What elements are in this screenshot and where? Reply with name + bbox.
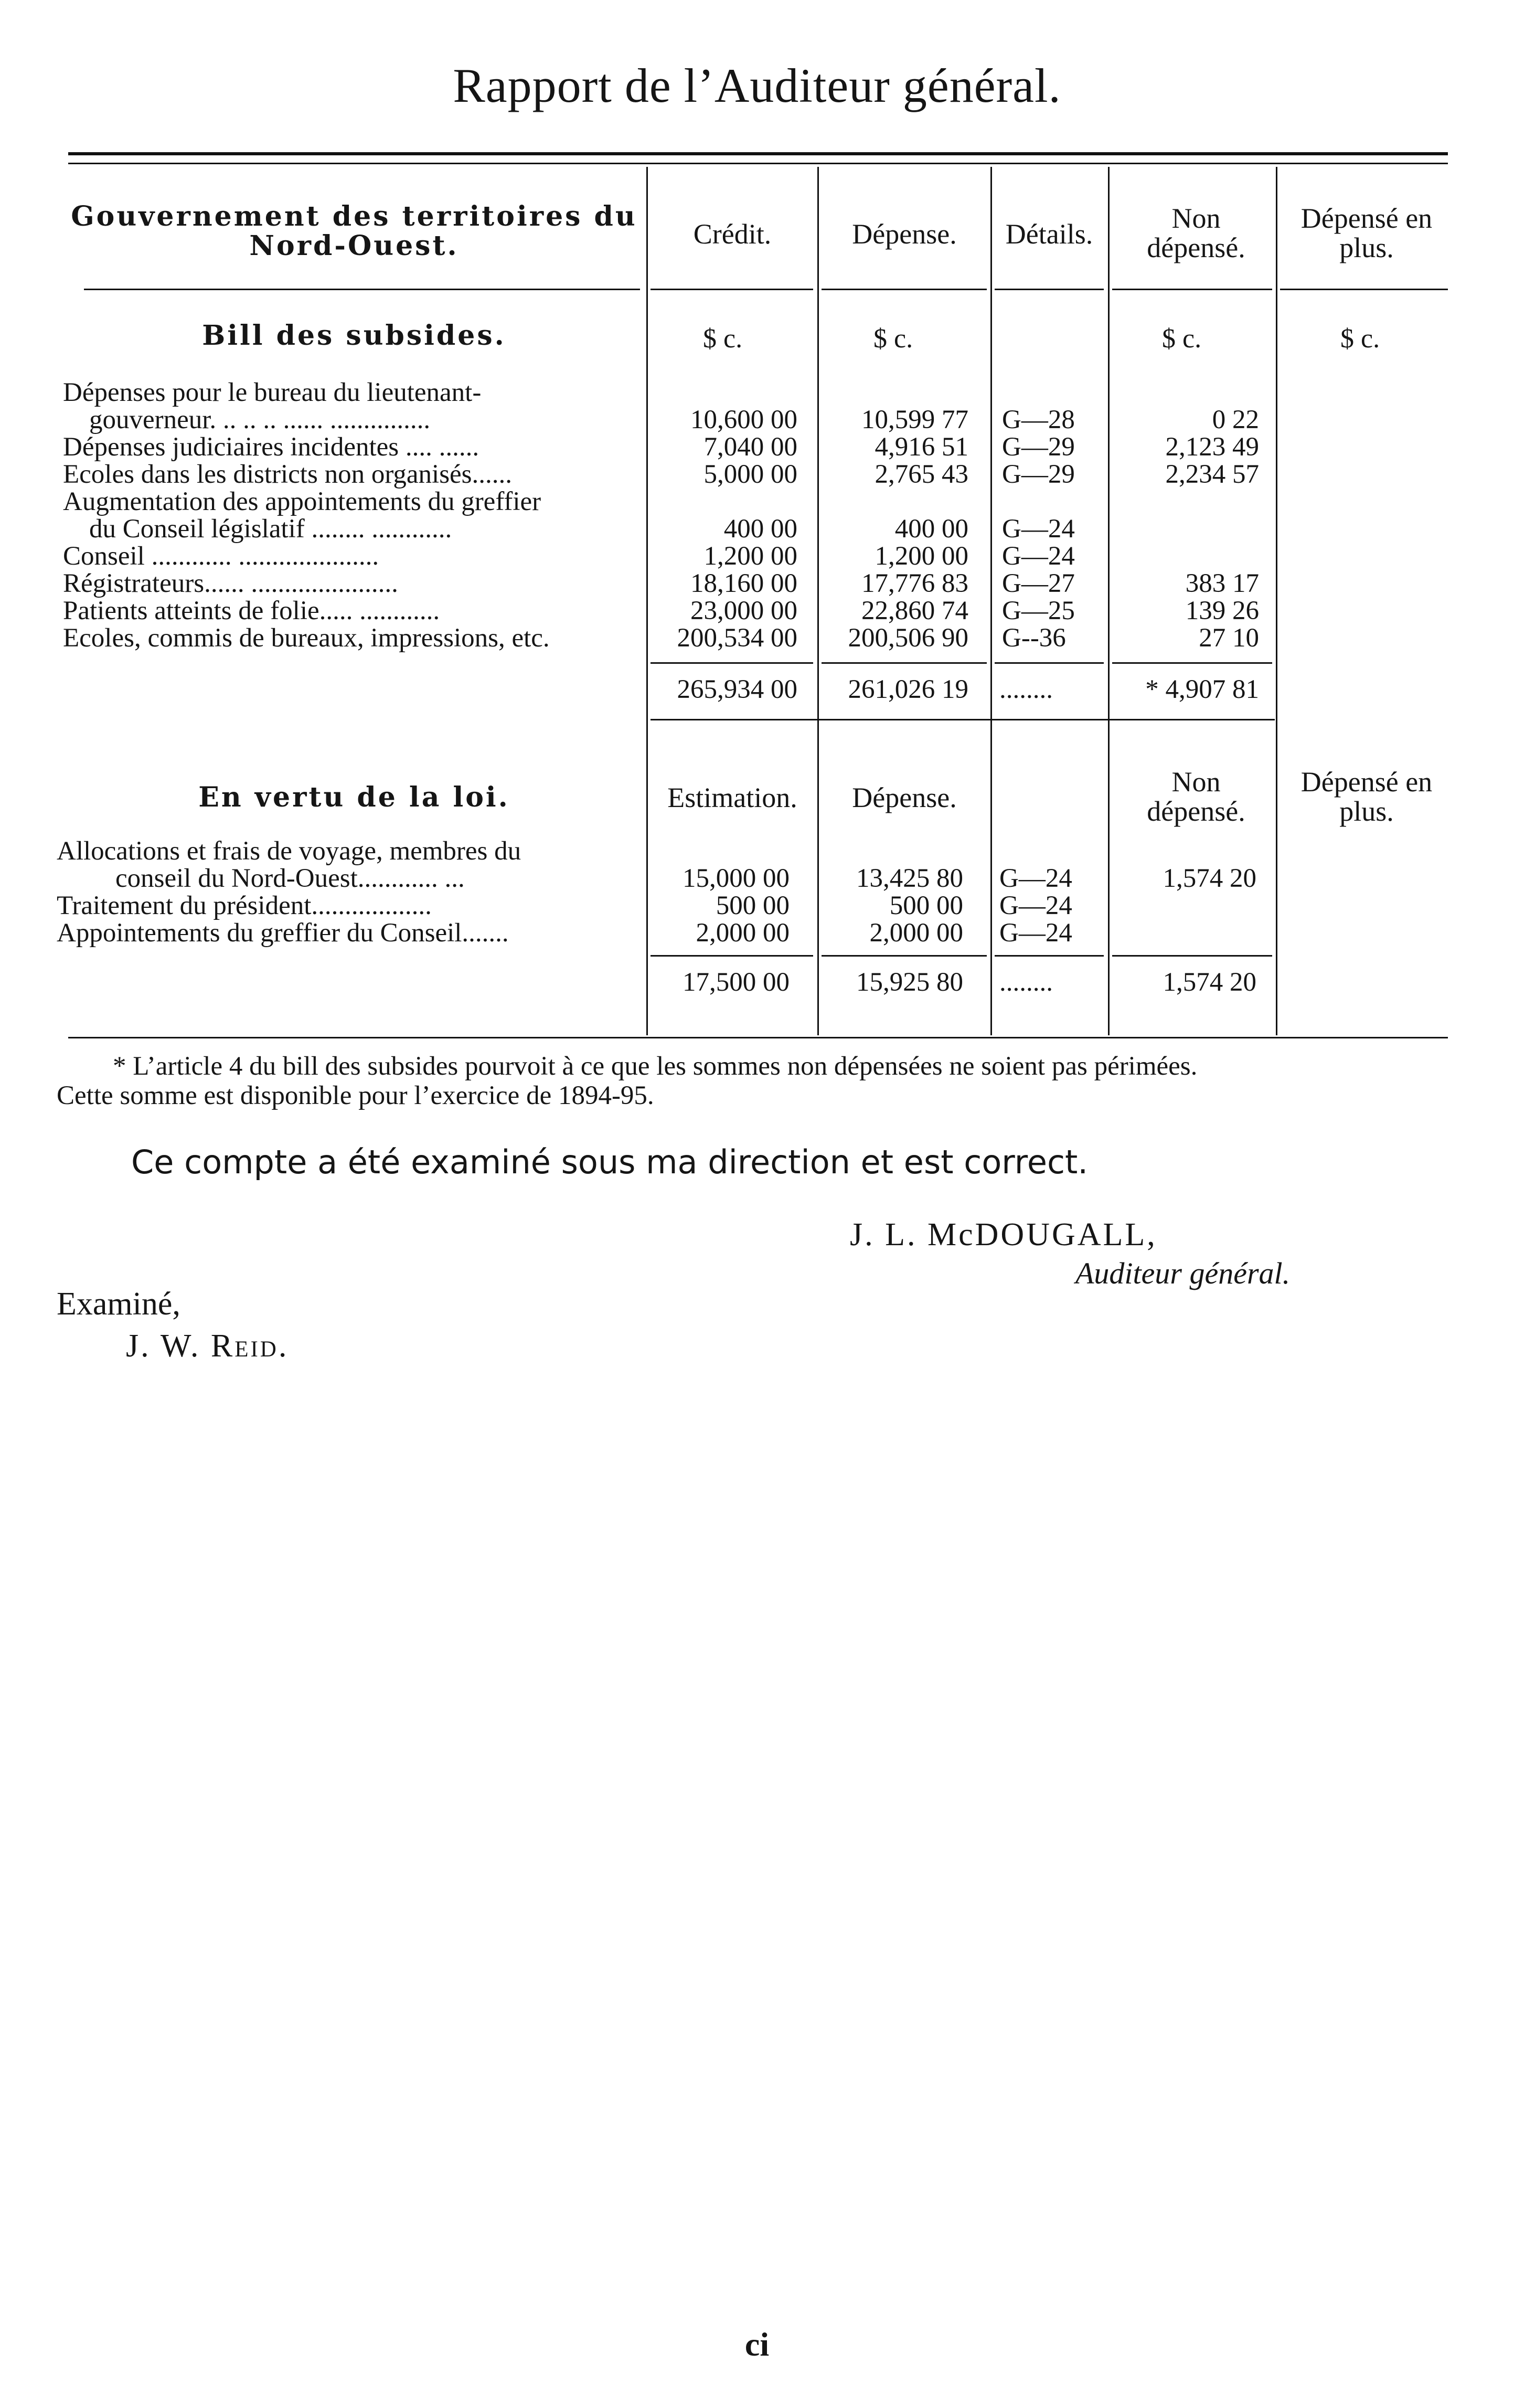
- total-rule: [822, 662, 987, 664]
- certification-text: Ce compte a été examiné sous ma direction et est correct.: [131, 1143, 1089, 1181]
- total-details: ........: [999, 675, 1053, 704]
- cell-non-depense: 2,123 49: [1165, 432, 1259, 462]
- cell-depense: 200,506 90: [848, 623, 968, 653]
- row-description: Conseil ............ .....................: [63, 542, 379, 571]
- cell-non-depense: 2,234 57: [1165, 460, 1259, 489]
- page-title: Rapport de l’Auditeur général.: [453, 59, 1061, 112]
- cell-details: G—24: [999, 864, 1072, 893]
- unit-credit: $ c.: [703, 324, 743, 354]
- header-sep: [1112, 289, 1272, 290]
- cell-non-depense: 27 10: [1199, 623, 1259, 653]
- cell-depense: 22,860 74: [861, 596, 968, 625]
- row-description: Dépenses pour le bureau du lieutenant-: [63, 378, 482, 407]
- total-details: ........: [999, 968, 1053, 997]
- row-description-cont: gouverneur. .. .. .. ...... ...............: [89, 405, 431, 434]
- total-rule: [995, 662, 1104, 664]
- cell-depense: 13,425 80: [856, 864, 963, 893]
- cell-details: G—25: [1002, 596, 1075, 625]
- total-non-depense: * 4,907 81: [1145, 675, 1259, 704]
- total-rule: [995, 955, 1104, 957]
- cell-credit: 400 00: [723, 514, 797, 544]
- cell-estimation: 2,000 00: [696, 918, 790, 948]
- header-sep: [1280, 289, 1448, 290]
- cell-credit: 1,200 00: [703, 542, 797, 571]
- header-loi-depense: Dépense.: [852, 782, 957, 813]
- cell-details: G—27: [1002, 569, 1075, 598]
- header-loi-depense-en-plus: Dépensé en plus.: [1300, 766, 1433, 827]
- footnote-line1: * L’article 4 du bill des subsides pourvoit à ce que les sommes non dépensées ne soient pas périmées.: [113, 1052, 1198, 1081]
- unit-depense-en-plus: $ c.: [1340, 324, 1380, 354]
- cell-non-depense: 1,574 20: [1163, 864, 1256, 893]
- cell-non-depense: 139 26: [1185, 596, 1259, 625]
- subsides-title: Bill des subsides.: [202, 320, 506, 352]
- cell-non-depense: 383 17: [1185, 569, 1259, 598]
- cell-credit: 200,534 00: [677, 623, 797, 653]
- cell-depense: 17,776 83: [861, 569, 968, 598]
- row-description-cont: du Conseil législatif ........ ............: [89, 514, 452, 544]
- total-bottom-rule: [651, 719, 1275, 720]
- total-non-depense: 1,574 20: [1163, 968, 1256, 997]
- cell-credit: 10,600 00: [690, 405, 797, 434]
- cell-details: G—29: [1002, 432, 1075, 462]
- row-description: Allocations et frais de voyage, membres du: [57, 836, 521, 866]
- top-rule-thick: [68, 152, 1448, 155]
- header-sep: [995, 289, 1104, 290]
- cell-details: G—24: [999, 918, 1072, 948]
- header-sep: [651, 289, 813, 290]
- total-rule: [822, 955, 987, 957]
- row-description-cont: conseil du Nord-Ouest............ ...: [115, 864, 465, 893]
- cell-estimation: 15,000 00: [683, 864, 790, 893]
- row-description: Augmentation des appointements du greffier: [63, 487, 541, 516]
- header-details: Détails.: [1005, 218, 1093, 250]
- total-rule: [1112, 662, 1272, 664]
- total-credit: 265,934 00: [677, 675, 797, 704]
- col-line-5: [1276, 167, 1277, 1035]
- table-bottom-rule: [68, 1037, 1448, 1038]
- header-credit: Crédit.: [693, 218, 772, 250]
- cell-details: G—24: [999, 891, 1072, 920]
- row-description: Traitement du président..................: [57, 891, 432, 920]
- row-description: Dépenses judiciaires incidentes .... ......: [63, 432, 479, 462]
- footnote-line2: Cette somme est disponible pour l’exercice de 1894-95.: [57, 1081, 654, 1110]
- cell-depense: 500 00: [889, 891, 963, 920]
- header-sep: [822, 289, 987, 290]
- header-loi-non-depense: Non dépensé.: [1147, 766, 1245, 827]
- row-description: Appointements du greffier du Conseil.......: [57, 918, 509, 948]
- row-description: Ecoles dans les districts non organisés......: [63, 460, 513, 489]
- cell-credit: 23,000 00: [690, 596, 797, 625]
- total-depense: 261,026 19: [848, 675, 968, 704]
- cell-credit: 7,040 00: [703, 432, 797, 462]
- signature-name: J. L. McDOUGALL,: [850, 1217, 1157, 1253]
- signature-title: Auditeur général.: [1075, 1256, 1291, 1290]
- row-description: Patients atteints de folie..... ............: [63, 596, 440, 625]
- total-rule: [651, 955, 813, 957]
- cell-depense: 2,765 43: [875, 460, 968, 489]
- col-line-4: [1108, 167, 1110, 1035]
- page-number: ci: [744, 2326, 770, 2363]
- unit-non-depense: $ c.: [1162, 324, 1202, 354]
- header-estimation: Estimation.: [667, 782, 797, 813]
- loi-title: En vertu de la loi.: [198, 781, 510, 813]
- cell-credit: 5,000 00: [703, 460, 797, 489]
- cell-depense: 4,916 51: [875, 432, 968, 462]
- cell-details: G—28: [1002, 405, 1075, 434]
- cell-details: G--36: [1002, 623, 1066, 653]
- total-depense: 15,925 80: [856, 968, 963, 997]
- row-description: Ecoles, commis de bureaux, impressions, etc.: [63, 623, 550, 653]
- total-rule: [1112, 955, 1272, 957]
- cell-depense: 2,000 00: [869, 918, 963, 948]
- cell-details: G—24: [1002, 514, 1075, 544]
- cell-depense: 400 00: [894, 514, 968, 544]
- cell-details: G—24: [1002, 542, 1075, 571]
- header-depense: Dépense.: [852, 218, 957, 250]
- cell-credit: 18,160 00: [690, 569, 797, 598]
- cell-details: G—29: [1002, 460, 1075, 489]
- col-line-2: [817, 167, 819, 1035]
- cell-depense: 10,599 77: [861, 405, 968, 434]
- section-header: Gouvernement des territoires du Nord-Ouest.: [71, 200, 637, 262]
- header-depense-en-plus: Dépensé en plus.: [1300, 203, 1433, 263]
- col-line-3: [990, 167, 992, 1035]
- unit-depense: $ c.: [873, 324, 913, 354]
- cell-non-depense: 0 22: [1212, 405, 1259, 434]
- header-sep: [84, 289, 640, 290]
- header-non-depense: Non dépensé.: [1147, 203, 1245, 263]
- col-line-1: [646, 167, 648, 1035]
- total-estimation: 17,500 00: [683, 968, 790, 997]
- examined-name: J. W. Reid.: [126, 1328, 289, 1364]
- row-description: Régistrateurs...... ......................: [63, 569, 398, 598]
- top-rule-thin: [68, 163, 1448, 164]
- cell-estimation: 500 00: [716, 891, 790, 920]
- total-rule: [651, 662, 813, 664]
- examined-label: Examiné,: [57, 1286, 180, 1322]
- cell-depense: 1,200 00: [875, 542, 968, 571]
